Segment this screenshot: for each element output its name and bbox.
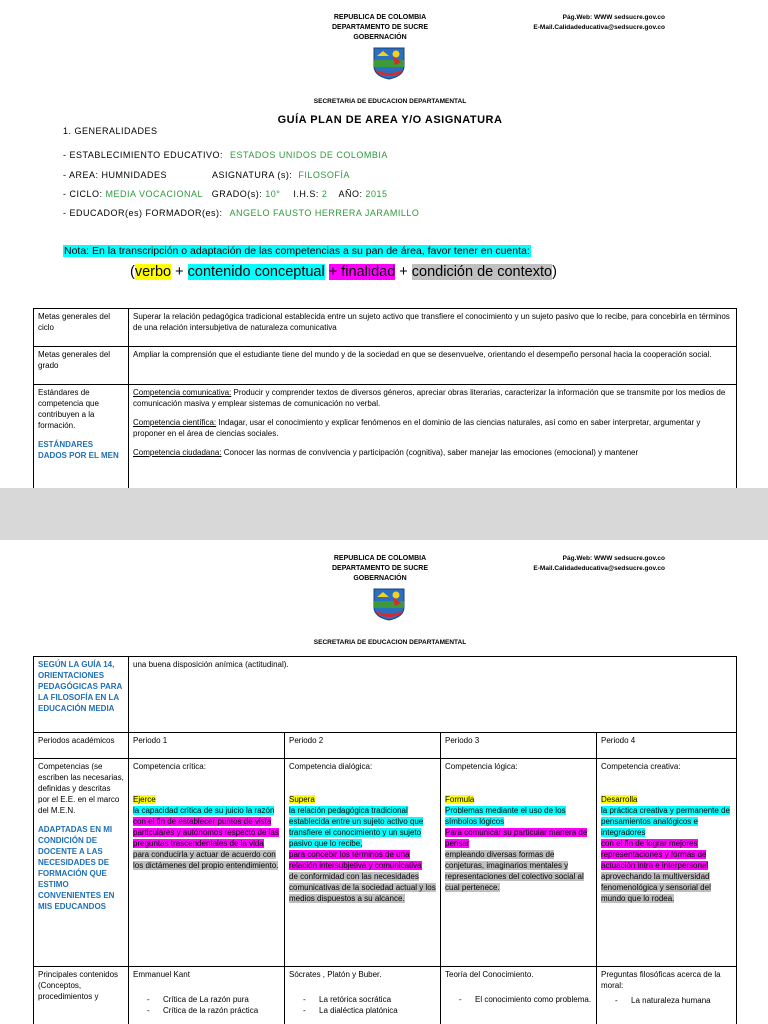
list-item-text: La dialéctica platónica	[319, 1006, 398, 1015]
list-item-text: El conocimiento como problema.	[475, 995, 592, 1004]
area-label: - AREA: HUMNIDADES	[63, 170, 168, 180]
competencia-creativa-context: aprovechando la multiversidad fenomenológica y sensorial del mundo que lo rodea.	[601, 872, 711, 903]
competencia-dialogica-purpose: para concebir los términos de una relación intersubjetiva y comunicativa	[289, 850, 422, 870]
list-item	[133, 994, 280, 1005]
competencia-dialogica-context: de conformidad con las necesidades comunicativas de la sociedad actual y los medios dispuestos a su alcance.	[289, 872, 436, 903]
educador-label: - EDUCADOR(es) FORMADOR(es):	[63, 208, 223, 218]
estandares-label: Estándares de competencia que contribuyen a la formación.	[38, 388, 99, 430]
document-page-2	[0, 540, 768, 1024]
list-item	[601, 995, 732, 1006]
ano-label: AÑO:	[338, 189, 363, 199]
periodo-4-header: Periodo 4	[597, 733, 737, 759]
competency-formula	[130, 264, 557, 280]
ciclo-label: - CICLO:	[63, 189, 103, 199]
list-item	[133, 1005, 280, 1016]
competencia-critica-content: la capacidad crítica de su juicio la razón	[133, 806, 275, 815]
formula-close: )	[552, 264, 557, 280]
periodo-2-contenidos	[285, 967, 441, 1024]
metas-grado-label: Metas generales del grado	[34, 347, 129, 385]
letterhead	[300, 13, 460, 43]
competencias-row	[34, 759, 737, 967]
sucre-emblem-icon	[371, 587, 407, 621]
secretaria-label-2: SECRETARIA DE EDUCACION DEPARTAMENTAL	[313, 639, 467, 646]
competencia-logica-content: Problemas mediante el uso de los símbolos lógicos	[445, 806, 566, 826]
ihs-label: I.H.S:	[293, 189, 319, 199]
competencias-label-cell	[34, 759, 129, 967]
formula-contenido: contenido conceptual	[187, 264, 325, 280]
metas-ciclo-text: Superar la relación pedagógica tradicional establecida entre un sujeto activo que transfiere el conocimiento y un sujeto pasivo que lo recibe, para concebirla en términos de una relación intersubjetiva de naturaleza comunicativa	[129, 309, 737, 347]
comp-comunicativa	[133, 387, 732, 409]
list-dash: -	[459, 995, 462, 1004]
adaptadas-label: ADAPTADAS EN MI CONDICIÓN DE DOCENTE A LAS NECESIDADES DE FORMACIÓN QUE ESTIMO CONVENIENTES EN MIS EDUCANDOS	[38, 825, 115, 911]
website-text: Pág.Web: WWW sedsucre.gov.co	[562, 14, 665, 21]
letterhead-2	[300, 554, 460, 584]
competencia-critica-purpose: con el fin de establecer puntos de vista particulares y autónomos respecto de las preguntas trascendentales de la vida	[133, 817, 279, 848]
list-dash: -	[303, 1006, 306, 1015]
list-item-text: Crítica de la razón práctica	[163, 1006, 259, 1015]
sucre-emblem-icon	[371, 46, 407, 80]
generalidades-heading: 1. GENERALIDADES	[63, 126, 158, 136]
competencia-creativa-purpose: con el fin de lograr mejores representaciones y formas de actuación intra e interpersonal	[601, 839, 709, 870]
ihs-value: 2	[321, 189, 328, 199]
asignatura-label: ASIGNATURA (s):	[212, 170, 293, 180]
list-dash: -	[147, 1006, 150, 1015]
page-title: GUÍA PLAN DE AREA Y/O ASIGNATURA	[277, 114, 503, 126]
competencia-logica-purpose: Para comunicar su particular manera de pensar	[445, 828, 588, 848]
comp-cientifica	[133, 417, 732, 439]
competencia-creativa-verb: Desarrolla	[601, 795, 638, 804]
metas-ciclo-label: Metas generales del ciclo	[34, 309, 129, 347]
competencia-logica-title: Competencia lógica:	[445, 762, 518, 771]
metas-grado-row	[34, 347, 737, 385]
letterhead-contact-2	[505, 554, 665, 574]
letterhead-republic: REPUBLICA DE COLOMBIA	[333, 14, 427, 21]
competencia-critica-cell	[129, 759, 285, 967]
establecimiento-line	[63, 150, 388, 160]
list-dash: -	[147, 995, 150, 1004]
comp-ciudadana-label: Competencia ciudadana:	[133, 448, 222, 457]
website-text: Pág.Web: WWW sedsucre.gov.co	[562, 555, 665, 562]
segun-guia-label: SEGÚN LA GUÍA 14, ORIENTACIONES PEDAGÓGICAS PARA LA FILOSOFÍA EN LA EDUCACIÓN MEDIA	[34, 657, 129, 733]
competencia-creativa-cell	[597, 759, 737, 967]
formula-condicion: condición de contexto	[411, 264, 553, 280]
competencias-label: Competencias (se escriben las necesarias, definidas y descritas por el E.E. en el marco del M.E.N.	[38, 762, 124, 815]
metas-table	[33, 308, 737, 488]
periodo-2-topic: Sócrates , Platón y Buber.	[289, 970, 382, 979]
competencia-creativa-content: la práctica creativa y permanente de pensamientos analógicos e integradores	[601, 806, 730, 837]
ano-value: 2015	[365, 189, 388, 199]
ciclo-line	[63, 189, 388, 199]
competencia-creativa-title: Competencia creativa:	[601, 762, 681, 771]
email-text: E-Mail.Calidadeducativa@sedsucre.gov.co	[533, 565, 665, 572]
periodo-3-header: Periodo 3	[441, 733, 597, 759]
contenidos-label: Principales contenidos (Conceptos, procedimientos y	[34, 967, 129, 1024]
comp-ciudadana-text: Conocer las normas de convivencia y participación (cognitiva), saber manejar las emociones (emocional) y mantener	[221, 448, 639, 457]
secretaria-label: SECRETARIA DE EDUCACION DEPARTAMENTAL	[313, 98, 467, 105]
document-page-1	[0, 0, 768, 488]
periodo-3-topic: Teoría del Conocimiento.	[445, 970, 534, 979]
competencia-logica-verb: Formula	[445, 795, 475, 804]
letterhead-republic: REPUBLICA DE COLOMBIA	[333, 555, 427, 562]
list-dash: -	[303, 995, 306, 1004]
periodo-1-header: Periodo 1	[129, 733, 285, 759]
periodo-3-contenidos	[441, 967, 597, 1024]
periodos-row	[34, 733, 737, 759]
competencia-dialogica-content: la relación pedagógica tradicional establecida entre un sujeto activo que transfiere el conocimiento y un sujeto pasivo que lo recibe,	[289, 806, 424, 848]
periodos-label: Periodos académicos	[34, 733, 129, 759]
list-item-text: La retórica socrática	[319, 995, 392, 1004]
metas-ciclo-row	[34, 309, 737, 347]
list-item-text: La naturaleza humana	[631, 996, 711, 1005]
competencia-dialogica-title: Competencia dialógica:	[289, 762, 373, 771]
periodo-4-contenidos	[597, 967, 737, 1024]
list-item-text: Crítica de La razón pura	[163, 995, 249, 1004]
estandares-men-label: ESTÁNDARES DADOS POR EL MEN	[38, 440, 119, 460]
list-dash: -	[615, 996, 618, 1005]
estandares-row	[34, 385, 737, 489]
competencia-critica-context: para conducirla y actuar de acuerdo con los dictámenes del propio entendimiento.	[133, 850, 279, 870]
comp-cientifica-label: Competencia científica:	[133, 418, 217, 427]
educador-line	[63, 208, 419, 218]
list-item	[289, 994, 436, 1005]
list-item	[289, 1005, 436, 1016]
competencia-logica-cell	[441, 759, 597, 967]
ciclo-value: MEDIA VOCACIONAL	[105, 189, 203, 199]
metas-grado-text: Ampliar la comprensión que el estudiante tiene del mundo y de la sociedad en que se desenvuelve, orientando el desempeño personal hacia la cooperación social.	[129, 347, 737, 385]
comp-comunicativa-label: Competencia comunicativa:	[133, 388, 232, 397]
letterhead-contact	[505, 13, 665, 33]
estandares-cell	[34, 385, 129, 489]
area-line	[63, 170, 350, 180]
continuation-text: una buena disposición anímica (actitudinal).	[129, 657, 737, 733]
competencia-critica-verb: Ejerce	[133, 795, 156, 804]
establecimiento-value: ESTADOS UNIDOS DE COLOMBIA	[230, 150, 388, 160]
asignatura-value: FILOSOFÍA	[298, 170, 350, 180]
competencia-critica-title: Competencia crítica:	[133, 762, 206, 771]
formula-plus-3: +	[395, 264, 412, 280]
comp-comunicativa-text: Producir y comprender textos de diversos géneros, apreciar obras literarias, caracterizar la información que se transmite por los medios de comunicación masiva y emplear sistemas de comunicación no verbal.	[133, 388, 726, 408]
periodo-4-topic: Preguntas filosóficas acerca de la moral:	[601, 970, 721, 990]
segun-row	[34, 657, 737, 733]
nota-text: Nota: En la transcripción o adaptación de las competencias a su pan de área, favor tener en cuenta:	[64, 245, 530, 257]
grado-value: 10°	[265, 189, 281, 199]
letterhead-department: DEPARTAMENTO DE SUCRE	[331, 565, 429, 572]
grado-label: GRADO(s):	[211, 189, 263, 199]
periodo-2-header: Periodo 2	[285, 733, 441, 759]
plan-table	[33, 656, 737, 1024]
letterhead-government: GOBERNACIÓN	[353, 34, 407, 41]
contenidos-row	[34, 967, 737, 1024]
competencia-logica-context: empleando diversas formas de conjeturas, imaginarios mentales y representaciones del colectivo social al cual pertenece.	[445, 850, 584, 892]
competencia-dialogica-verb: Supera	[289, 795, 315, 804]
formula-plus-1: +	[171, 264, 188, 280]
formula-open: (	[130, 264, 135, 280]
competencias-cell	[129, 385, 737, 489]
letterhead-government: GOBERNACIÓN	[353, 575, 407, 582]
email-text: E-Mail.Calidadeducativa@sedsucre.gov.co	[533, 24, 665, 31]
comp-ciudadana	[133, 447, 732, 458]
establecimiento-label: - ESTABLECIMIENTO EDUCATIVO:	[63, 150, 224, 160]
formula-verbo: verbo	[134, 264, 172, 280]
formula-finalidad: + finalidad	[328, 264, 396, 280]
periodo-1-contenidos	[129, 967, 285, 1024]
comp-cientifica-text: Indagar, usar el conocimiento y explicar fenómenos en el dominio de las ciencias naturales, así como en saber interpretar, argumentar y proponer en el área de ciencias sociales.	[133, 418, 701, 438]
periodo-1-topic: Emmanuel Kant	[133, 970, 190, 979]
educador-value: ANGELO FAUSTO HERRERA JARAMILLO	[229, 208, 420, 218]
list-item	[445, 994, 592, 1005]
letterhead-department: DEPARTAMENTO DE SUCRE	[331, 24, 429, 31]
competencia-dialogica-cell	[285, 759, 441, 967]
